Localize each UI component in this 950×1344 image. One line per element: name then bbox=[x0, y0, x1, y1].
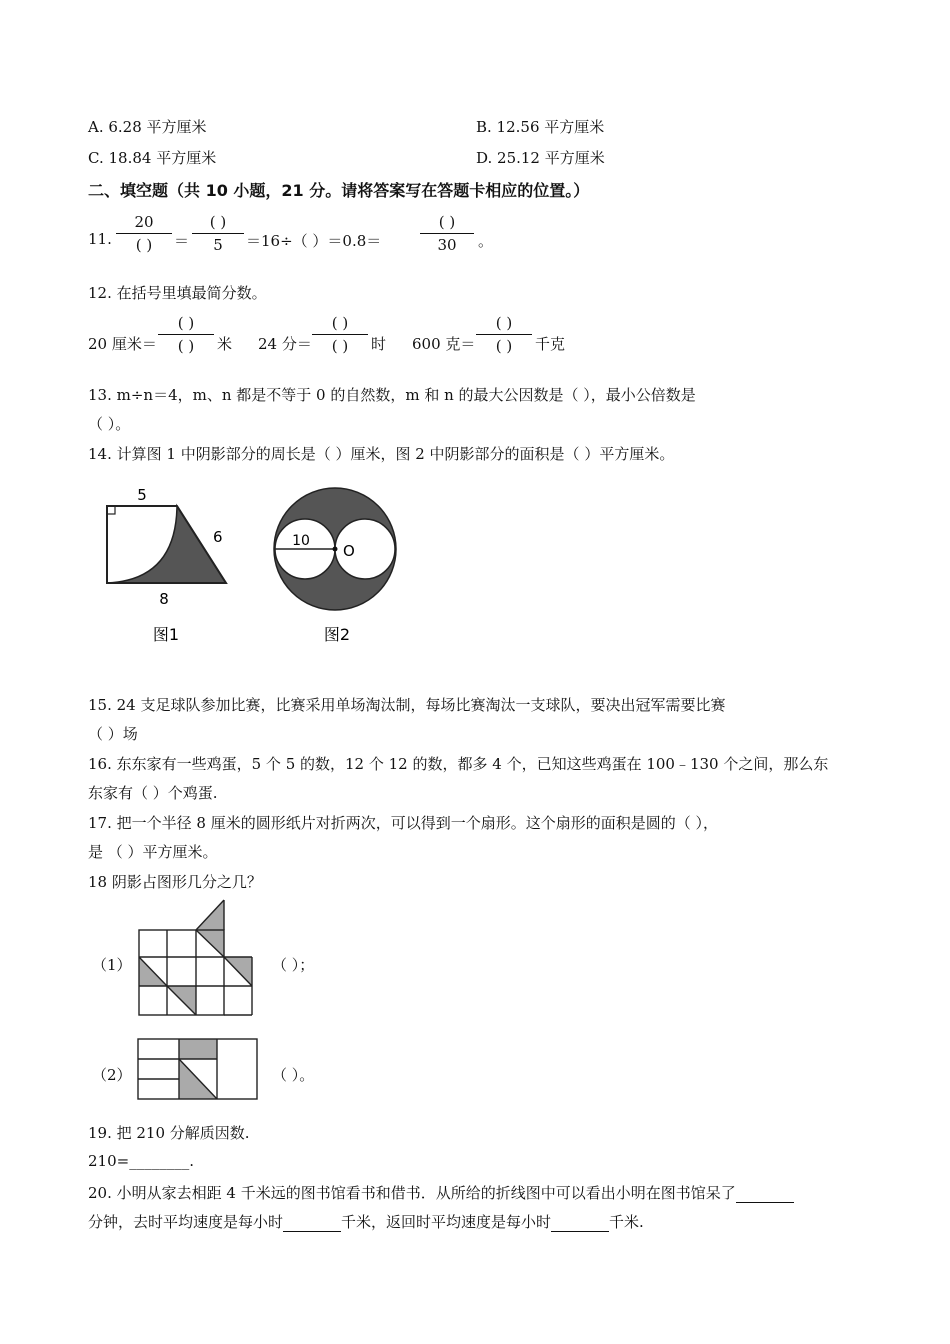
option-d: D. 25.12 平方厘米 bbox=[476, 149, 605, 167]
section-title: 二、填空题（共 10 小题，21 分。请将答案写在答题卡相应的位置。） bbox=[88, 181, 590, 200]
figure-1-side-label: 6 bbox=[213, 528, 223, 546]
figure-2 bbox=[274, 488, 396, 644]
q15-line1: 15. 24 支足球队参加比赛，比赛采用单场淘汰制，每场比赛淘汰一支球队，要决出冠军需要比赛 bbox=[88, 696, 726, 714]
q18-part1-label: （1） bbox=[92, 956, 132, 974]
figure-2-center-dot bbox=[333, 547, 338, 552]
q14-text: 14. 计算图 1 中阴影部分的周长是（ ）厘米，图 2 中阴影部分的面积是（ ）平方厘米。 bbox=[88, 445, 675, 463]
q18-part2-label: （2） bbox=[92, 1066, 132, 1084]
q20-blank-1 bbox=[736, 1184, 794, 1203]
q17-line1: 17. 把一个半径 8 厘米的圆形纸片对折两次，可以得到一个扇形。这个扇形的面积是圆的（ ）， bbox=[88, 814, 718, 832]
figure-1 bbox=[107, 486, 226, 644]
figure-1-shaded-region bbox=[107, 506, 226, 583]
q20-blank-2 bbox=[283, 1213, 341, 1232]
q20-line1: 20. 小明从家去相距 4 千米远的图书馆看书和借书．从所给的折线图中可以看出小明在图书馆呆了 bbox=[88, 1182, 794, 1203]
q15-line2: （ ）场 bbox=[88, 725, 138, 743]
figure-1-caption: 图1 bbox=[152, 625, 180, 644]
q18-part2-answer: （ ）。 bbox=[272, 1066, 315, 1084]
q20-line2: 分钟，去时平均速度是每小时 千米，返回时平均速度是每小时 千米. bbox=[88, 1213, 644, 1231]
q13-line2: （ ）。 bbox=[88, 415, 131, 433]
q18-rect-figure-2 bbox=[136, 1037, 260, 1103]
q20-blank-3 bbox=[551, 1213, 609, 1232]
figure-2-radius-label: 10 bbox=[292, 533, 310, 549]
q13-line1: 13. m÷n＝4，m、n 都是不等于 0 的自然数，m 和 n 的最大公因数是（ ），最小公倍数是 bbox=[88, 386, 696, 404]
q18-grid-figure-1 bbox=[136, 898, 256, 1018]
figure-2-caption: 图2 bbox=[323, 625, 351, 644]
q18-part1-answer: （ ）； bbox=[272, 956, 315, 974]
q11-number: 11. bbox=[88, 230, 112, 248]
option-c: C. 18.84 平方厘米 bbox=[88, 149, 217, 167]
q16-line2: 东家有（ ）个鸡蛋. bbox=[88, 784, 218, 802]
q16-line1: 16. 东东家有一些鸡蛋，5 个 5 的数，12 个 12 的数，都多 4 个，已知这些鸡蛋在 100﹣130 个之间，那么东 bbox=[88, 755, 829, 773]
q12-text: 12. 在括号里填最简分数。 bbox=[88, 284, 267, 302]
q11-fraction-3: ( ) 30 bbox=[420, 212, 474, 255]
option-b: B. 12.56 平方厘米 bbox=[476, 118, 605, 136]
figure-1-bottom-label: 8 bbox=[159, 590, 169, 608]
option-a: A. 6.28 平方厘米 bbox=[88, 118, 207, 136]
q17-line2: 是 （ ）平方厘米。 bbox=[88, 843, 218, 861]
figure-1-top-label: 5 bbox=[137, 486, 147, 504]
figure-2-center-label: O bbox=[343, 542, 355, 560]
right-angle-mark bbox=[107, 506, 115, 514]
q11-fraction-2: ( ) 5 bbox=[192, 212, 244, 255]
q18-text: 18 阴影占图形几分之几？ bbox=[88, 873, 262, 891]
q14-figures bbox=[96, 480, 426, 650]
q19-text: 19. 把 210 分解质因数. bbox=[88, 1124, 250, 1142]
q19-equation: 210=________. bbox=[88, 1152, 194, 1170]
q11-fraction-1: 20 ( ) bbox=[116, 212, 172, 255]
